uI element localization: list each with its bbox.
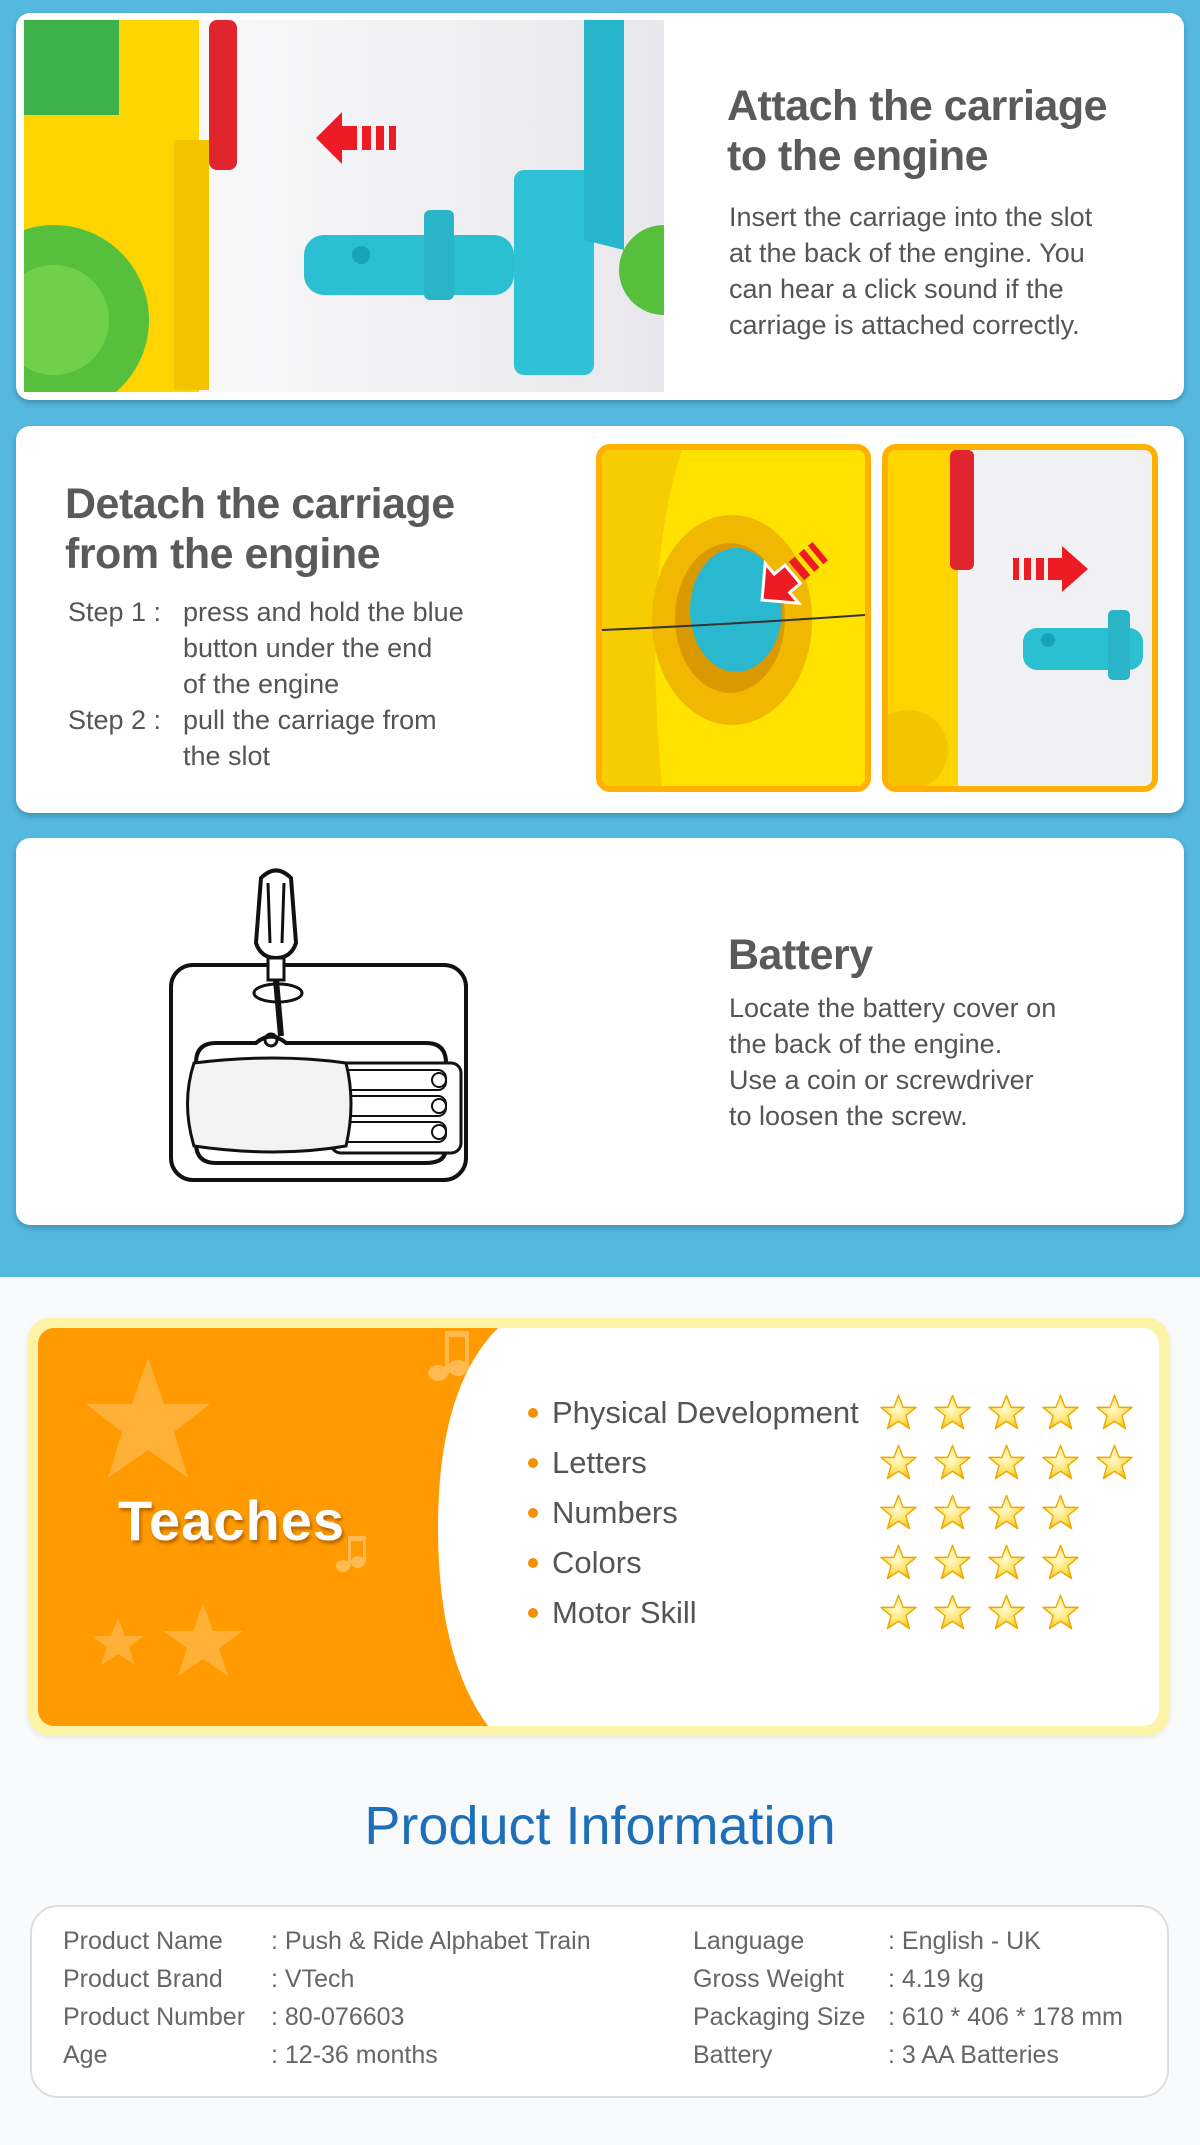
star-rating	[880, 1594, 1096, 1630]
star-icon	[1042, 1494, 1079, 1530]
step-2: Step 2 : pull the carriage from the slot	[68, 705, 437, 771]
star-icon	[1042, 1594, 1079, 1630]
skill-colors	[528, 1545, 642, 1581]
skill-letters	[528, 1445, 647, 1481]
bullet-dot-icon	[528, 1408, 538, 1418]
star-rating	[880, 1394, 1150, 1430]
product-info-title: Product Information	[364, 1796, 836, 1856]
star-icon	[988, 1594, 1025, 1630]
star-icon	[880, 1394, 917, 1430]
star-icon	[880, 1594, 917, 1630]
teaches-title: Teaches	[118, 1489, 345, 1552]
star-icon	[1042, 1394, 1079, 1430]
info-row-packaging-size: Packaging Size : 610 * 406 * 178 mm	[693, 2003, 1123, 2031]
battery-body: Locate the battery cover on the back of the engine. Use a coin or screwdriver to loosen the screw.	[729, 993, 1057, 1131]
star-icon	[988, 1544, 1025, 1580]
star-icon	[880, 1544, 917, 1580]
star-icon	[1096, 1444, 1133, 1480]
bullet-dot-icon	[528, 1458, 538, 1468]
info-row-age: Age : 12-36 months	[63, 2041, 438, 2069]
skill-label: Motor Skill	[552, 1595, 697, 1630]
info-row-product-number: Product Number : 80-076603	[63, 2003, 405, 2031]
info-row-product-name: Product Name : Push & Ride Alphabet Train	[63, 1927, 591, 1955]
button-press-photo	[596, 444, 871, 792]
star-icon	[1042, 1544, 1079, 1580]
star-icon	[988, 1444, 1025, 1480]
bullet-dot-icon	[528, 1508, 538, 1518]
star-icon	[880, 1494, 917, 1530]
star-icon	[934, 1594, 971, 1630]
battery-card	[16, 838, 1184, 1225]
bullet-dot-icon	[528, 1608, 538, 1618]
skill-numbers	[528, 1495, 678, 1531]
star-rating	[880, 1444, 1150, 1480]
star-icon	[988, 1494, 1025, 1530]
star-rating	[880, 1494, 1096, 1530]
star-icon	[880, 1444, 917, 1480]
skill-motor-skill	[528, 1595, 697, 1631]
battery-diagram	[156, 858, 496, 1198]
star-icon	[934, 1494, 971, 1530]
skill-label: Physical Development	[552, 1395, 859, 1430]
star-icon	[1042, 1444, 1079, 1480]
skill-physical-development	[528, 1395, 859, 1431]
attach-body: Insert the carriage into the slot at the back of the engine. You can hear a click sound if the carriage is attached correctly.	[729, 202, 1093, 340]
teaches-inner	[38, 1328, 1159, 1726]
skill-label: Numbers	[552, 1495, 678, 1530]
star-icon	[988, 1394, 1025, 1430]
attach-photo	[24, 20, 664, 392]
detach-title: Detach the carriage from the engine	[65, 480, 455, 578]
info-row-language: Language : English - UK	[693, 1927, 1041, 1955]
star-icon	[1096, 1394, 1133, 1430]
attach-title: Attach the carriage to the engine	[727, 82, 1108, 180]
pull-carriage-photo	[882, 444, 1158, 792]
skill-label: Letters	[552, 1445, 647, 1480]
teaches-panel	[28, 1318, 1169, 1736]
info-row-gross-weight: Gross Weight : 4.19 kg	[693, 1965, 984, 1993]
product-info-box	[30, 1905, 1169, 2098]
detach-steps	[68, 594, 538, 774]
battery-title: Battery	[728, 931, 873, 979]
info-row-product-brand: Product Brand : VTech	[63, 1965, 355, 1993]
bullet-dot-icon	[528, 1558, 538, 1568]
detach-card	[16, 426, 1184, 813]
star-icon	[934, 1444, 971, 1480]
skill-label: Colors	[552, 1545, 642, 1580]
star-icon	[934, 1544, 971, 1580]
star-icon	[934, 1394, 971, 1430]
attach-card	[16, 13, 1184, 400]
info-row-battery: Battery : 3 AA Batteries	[693, 2041, 1059, 2069]
star-rating	[880, 1544, 1096, 1580]
step-1: Step 1 : press and hold the blue button under the end of the engine	[68, 597, 464, 699]
